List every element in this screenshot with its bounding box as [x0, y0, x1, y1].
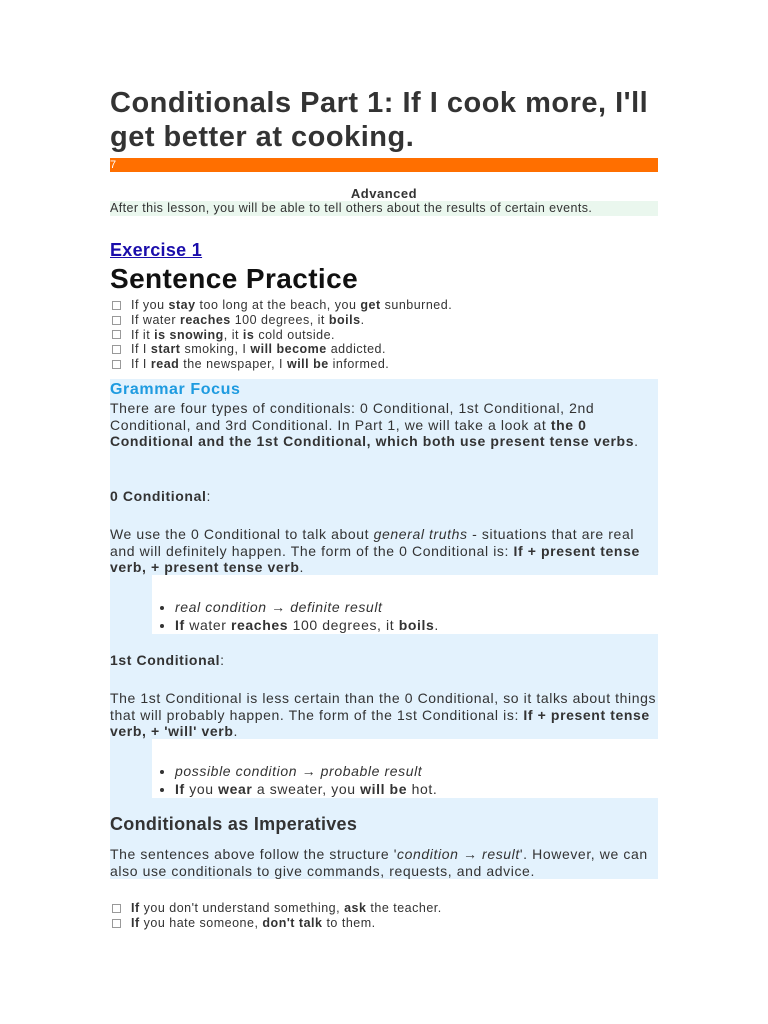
sentence-text: If I read the newspaper, I will be informed.: [131, 357, 390, 372]
grammar-intro-text: There are four types of conditionals: 0 Conditional, 1st Conditional, 2nd Conditional, and 3rd Conditional. In Part 1, we will take a look at: [110, 400, 595, 433]
checkbox-icon: [112, 316, 121, 325]
zero-desc-italic: general truths: [373, 526, 468, 542]
first-conditional-bullets: [110, 762, 658, 798]
first-conditional-label: [110, 652, 658, 669]
first-colon: :: [220, 652, 225, 668]
zero-bullet-example: If water reaches 100 degrees, it boils.: [175, 617, 439, 633]
practice-sentence: [110, 298, 452, 313]
level-bar: [110, 158, 658, 172]
zero-conditional-heading: 0 Conditional: [110, 488, 207, 504]
zero-desc-text-2: - situations that are real and will definitely happen. The form of the 0 Conditional is:: [110, 526, 635, 559]
imperative-example-list: [110, 901, 442, 931]
zero-conditional-bullets: [110, 598, 658, 634]
first-form-end: .: [233, 723, 238, 739]
sentence-text: If water reaches 100 degrees, it boils.: [131, 312, 365, 327]
imperative-example: [110, 901, 442, 916]
first-conditional-desc: [110, 690, 658, 740]
bullet-item: [175, 598, 658, 616]
imperatives-desc-text: The sentences above follow the structure ': [110, 846, 398, 862]
first-conditional-heading: 1st Conditional: [110, 652, 221, 668]
zero-desc-text: We use the 0 Conditional to talk about: [110, 526, 374, 542]
level-label: Advanced: [350, 186, 418, 201]
zero-conditional-desc: [110, 526, 658, 576]
imperative-example: [110, 916, 442, 931]
imperatives-desc-italic: condition → result: [397, 846, 520, 862]
zero-bullet-pattern: real condition → definite result: [175, 599, 383, 615]
bullet-item: [175, 616, 658, 634]
zero-form-end: .: [299, 559, 305, 575]
sentence-text: If I start smoking, I will become addicted.: [131, 342, 386, 357]
grammar-intro-end: .: [634, 433, 639, 449]
imperatives-heading: Conditionals as Imperatives: [110, 814, 358, 834]
imperative-text: If you hate someone, don't talk to them.: [131, 916, 376, 930]
exercise-link[interactable]: Exercise 1: [110, 240, 203, 260]
imperative-text: If you don't understand something, ask the teacher.: [131, 901, 442, 915]
grammar-intro: [110, 400, 658, 450]
lesson-title: Conditionals Part 1: If I cook more, I'll get better at cooking.: [110, 87, 649, 153]
zero-colon: :: [206, 488, 211, 504]
practice-sentence-list: [110, 298, 452, 372]
lesson-objective: After this lesson, you will be able to tell others about the results of certain events.: [110, 201, 658, 216]
bullet-item: [175, 762, 658, 780]
practice-sentence: [110, 357, 452, 372]
zero-form: If + present tense verb, + present tense verb: [110, 542, 640, 575]
first-desc-text: The 1st Conditional is less certain than the 0 Conditional, so it talks about things that will probably happen. The form of the 1st Conditional is:: [110, 690, 657, 723]
checkbox-icon: [112, 345, 121, 354]
checkbox-icon: [112, 301, 121, 310]
first-bullet-pattern: possible condition → probable result: [175, 763, 423, 779]
grammar-intro-bold: the 0 Conditional and the 1st Conditional, which both use present tense verbs: [110, 416, 635, 449]
imperatives-desc-text-2: '. However, we can also use conditionals to give commands, requests, and advice.: [110, 846, 648, 879]
practice-sentence: [110, 342, 452, 357]
checkbox-icon: [112, 919, 121, 928]
checkbox-icon: [112, 360, 121, 369]
sentence-text: If you stay too long at the beach, you get sunburned.: [131, 298, 453, 312]
practice-sentence: [110, 313, 452, 328]
section-title: Sentence Practice: [110, 263, 359, 294]
grammar-focus-box: [110, 379, 658, 879]
checkbox-icon: [112, 904, 121, 913]
first-form: If + present tense verb, + 'will' verb: [110, 706, 650, 739]
level-number: 7: [110, 159, 117, 171]
bullet-item: [175, 780, 658, 798]
grammar-heading: Grammar Focus: [110, 381, 241, 398]
zero-conditional-label: [110, 488, 658, 505]
practice-sentence: [110, 328, 452, 343]
checkbox-icon: [112, 330, 121, 339]
first-bullet-example: If you wear a sweater, you will be hot.: [175, 781, 438, 797]
imperatives-desc: [110, 846, 658, 879]
sentence-text: If it is snowing, it is cold outside.: [131, 327, 336, 342]
